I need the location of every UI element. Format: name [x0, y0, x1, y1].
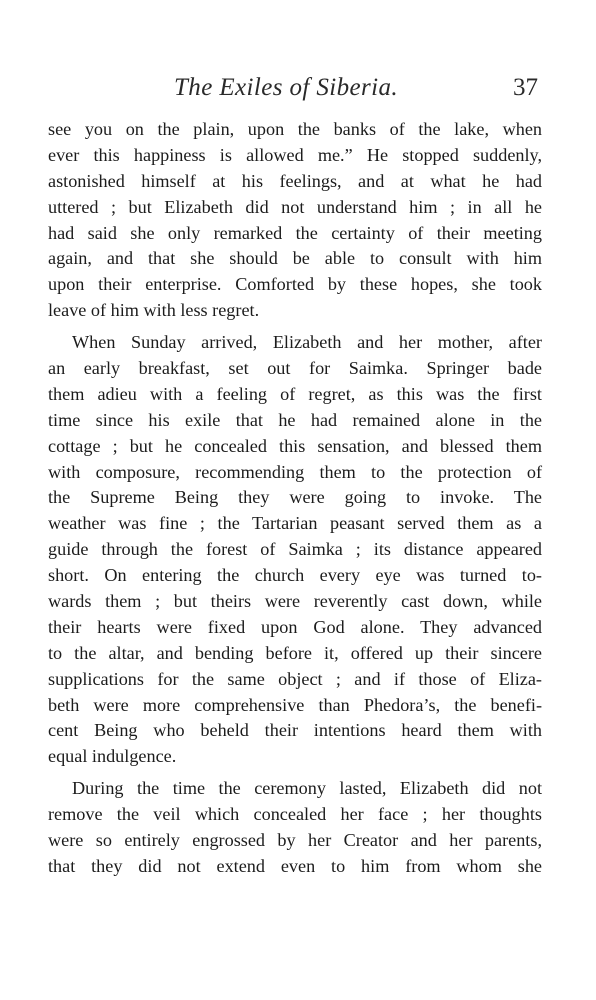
text-line: uttered ; but Elizabeth did not understand him ; in all he: [48, 196, 542, 217]
text-line: equal indulgence.: [48, 746, 177, 767]
text-line: upon their enterprise. Comforted by these hopes, she took: [48, 274, 542, 295]
text-line: that they did not extend even to him from whom she: [48, 855, 542, 876]
text-line: time since his exile that he had remained alone in the: [48, 409, 542, 430]
running-head: [48, 72, 542, 108]
text-line: leave of him with less regret.: [48, 300, 260, 321]
text-line: astonished himself at his feelings, and at what he had: [48, 170, 542, 191]
text-line: cent Being who beheld their intentions heard them with: [48, 720, 542, 741]
text-line: had said she only remarked the certainty of their meeting: [48, 222, 542, 243]
text-line: remove the veil which concealed her face ; her thoughts: [48, 804, 542, 825]
text-line: When Sunday arrived, Elizabeth and her mother, after: [72, 332, 542, 353]
page-number: 37: [513, 74, 538, 101]
text-line: see you on the plain, upon the banks of the lake, when: [48, 119, 542, 139]
text-line: cottage ; but he concealed this sensation, and blessed them: [48, 435, 542, 456]
paragraph: [48, 117, 542, 324]
text-line: During the time the ceremony lasted, Elizabeth did not: [72, 778, 542, 799]
paragraph: [48, 776, 542, 880]
text-line: their hearts were fixed upon God alone. They advanced: [48, 616, 542, 637]
running-title: The Exiles of Siberia.: [174, 74, 399, 101]
text-line: them adieu with a feeling of regret, as this was the first: [48, 383, 542, 404]
text-line: an early breakfast, set out for Saimka. Springer bade: [48, 358, 542, 379]
text-line: beth were more comprehensive than Phedora’s, the benefi-: [48, 694, 542, 715]
text-line: the Supreme Being they were going to invoke. The: [48, 487, 542, 508]
text-line: again, and that she should be able to consult with him: [48, 248, 542, 269]
text-line: supplications for the same object ; and if those of Eliza-: [48, 668, 542, 689]
text-line: to the altar, and bending before it, offered up their sincere: [48, 642, 542, 663]
text-line: ever this happiness is allowed me.” He stopped suddenly,: [48, 144, 542, 165]
body-text: [48, 117, 542, 880]
text-line: with composure, recommending them to the protection of: [48, 461, 542, 482]
text-line: guide through the forest of Saimka ; its distance appeared: [48, 539, 542, 560]
paragraph: [48, 330, 542, 770]
text-line: wards them ; but theirs were reverently cast down, while: [48, 591, 542, 612]
text-line: were so entirely engrossed by her Creator and her parents,: [48, 830, 542, 851]
text-line: short. On entering the church every eye was turned to-: [48, 565, 542, 586]
text-line: weather was fine ; the Tartarian peasant served them as a: [48, 513, 542, 534]
